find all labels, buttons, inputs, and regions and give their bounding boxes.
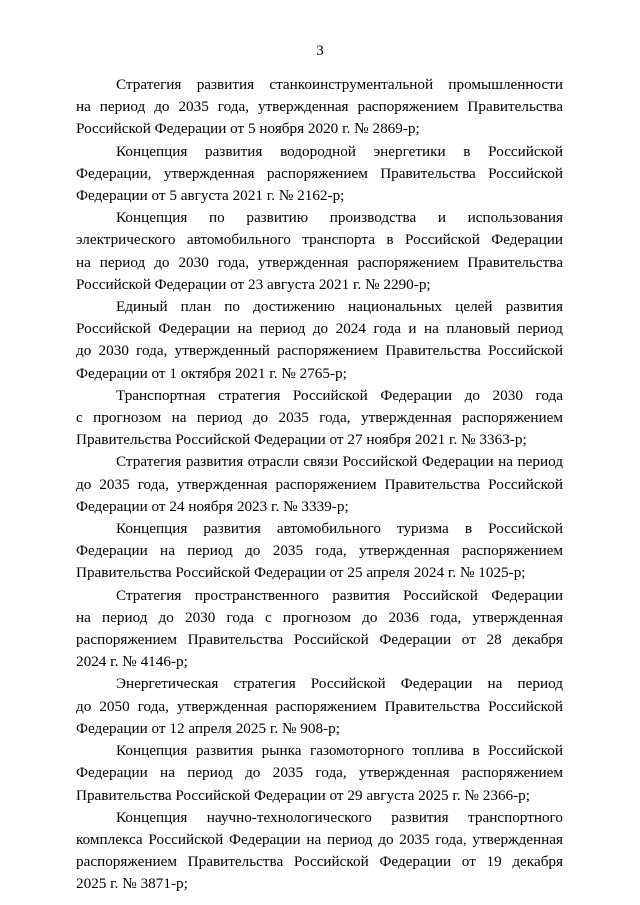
paragraph-line: Федерации от 24 ноября 2023 г. № 3339-р; [76, 497, 349, 515]
paragraph-line: Концепция научно-технологического развития транспортного [116, 808, 563, 826]
page-number: 3 [316, 43, 324, 59]
paragraph-line: Федерации от 5 августа 2021 г. № 2162-р; [76, 187, 345, 205]
paragraph [76, 673, 563, 740]
paragraph-line: Российской Федерации от 23 августа 2021 г. № 2290-р; [76, 275, 431, 293]
paragraph [76, 740, 563, 807]
paragraph [76, 451, 563, 518]
paragraph-line: электрического автомобильного транспорта в Российской Федерации [76, 231, 563, 249]
paragraph-line: комплекса Российской Федерации на период до 2035 года, утвержденная [76, 830, 563, 848]
paragraph-line: Российской Федерации от 5 ноября 2020 г. № 2869-р; [76, 120, 420, 138]
paragraph-line: с прогнозом на период до 2035 года, утвержденная распоряжением [76, 409, 563, 427]
paragraph-line: Стратегия развития станкоинструментальной промышленности [116, 76, 563, 93]
paragraph-line: 2024 г. № 4146-р; [76, 653, 188, 671]
paragraph [76, 141, 563, 208]
paragraph-line: распоряжением Правительства Российской Федерации от 28 декабря [76, 631, 563, 649]
paragraph [76, 207, 563, 296]
paragraph [76, 585, 563, 674]
paragraph-line: до 2050 года, утвержденная распоряжением Правительства Российской [76, 697, 563, 715]
paragraph-line: Единый план по достижению национальных целей развития [116, 298, 563, 316]
paragraph-line: до 2035 года, утвержденная распоряжением Правительства Российской [76, 475, 563, 493]
paragraph-line: Концепция развития автомобильного туризма в Российской [116, 520, 563, 538]
paragraph-line: Правительства Российской Федерации от 29 августа 2025 г. № 2366-р; [76, 786, 530, 804]
paragraph-line: распоряжением Правительства Российской Федерации от 19 декабря [76, 853, 563, 871]
paragraph-line: Федерации от 1 октября 2021 г. № 2765-р; [76, 364, 347, 382]
paragraph-line: Стратегия развития отрасли связи Российской Федерации на период [116, 453, 563, 471]
paragraph-line: на период до 2030 года с прогнозом до 2036 года, утвержденная [76, 608, 563, 626]
paragraph-line: Энергетическая стратегия Российской Федерации на период [116, 675, 563, 693]
paragraph-line: Федерации на период до 2035 года, утвержденная распоряжением [76, 764, 563, 782]
paragraph-line: Федерации на период до 2035 года, утвержденная распоряжением [76, 542, 563, 560]
paragraph-line: Концепция развития водородной энергетики в Российской [116, 142, 563, 160]
paragraph-line: на период до 2035 года, утвержденная распоряжением Правительства [76, 98, 563, 116]
paragraph-line: 2025 г. № 3871-р; [76, 875, 188, 893]
paragraph-line: Концепция по развитию производства и использования [116, 209, 563, 227]
document-body [76, 74, 563, 896]
paragraph [76, 807, 563, 896]
paragraph-line: Российской Федерации на период до 2024 года и на плановый период [76, 320, 563, 338]
paragraph [76, 385, 563, 452]
paragraph [76, 518, 563, 585]
paragraph-line: Транспортная стратегия Российской Федерации до 2030 года [116, 386, 563, 404]
paragraph [76, 74, 563, 141]
paragraph-line: на период до 2030 года, утвержденная распоряжением Правительства [76, 253, 563, 271]
paragraph-line: Федерации от 12 апреля 2025 г. № 908-р; [76, 719, 340, 737]
paragraph-line: Федерации, утвержденная распоряжением Правительства Российской [76, 164, 563, 182]
paragraph [76, 296, 563, 385]
paragraph-line: до 2030 года, утвержденный распоряжением Правительства Российской [76, 342, 563, 360]
paragraph-line: Стратегия пространственного развития Российской Федерации [116, 586, 563, 604]
paragraph-line: Правительства Российской Федерации от 25 апреля 2024 г. № 1025-р; [76, 564, 526, 582]
paragraph-line: Правительства Российской Федерации от 27 ноября 2021 г. № 3363-р; [76, 431, 527, 449]
paragraph-line: Концепция развития рынка газомоторного топлива в Российской [116, 742, 563, 760]
